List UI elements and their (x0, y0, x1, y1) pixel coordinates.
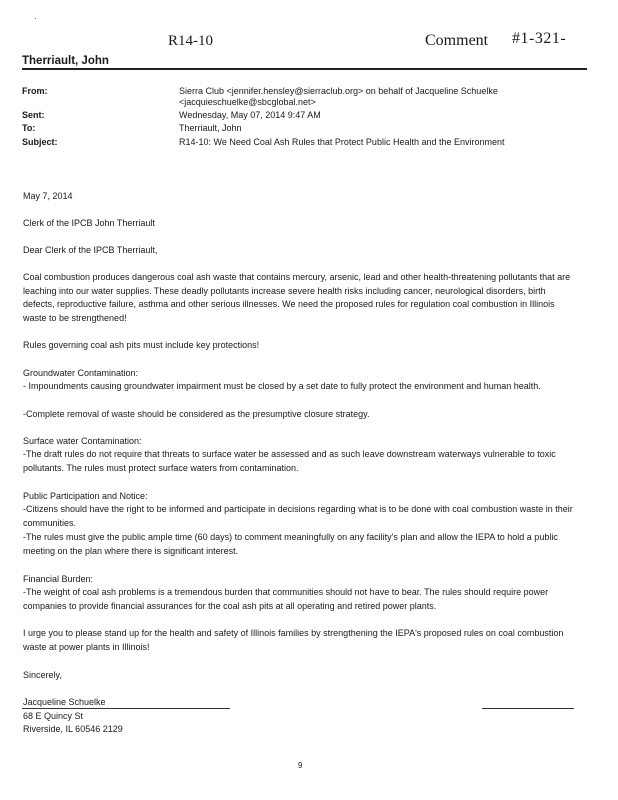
intro-paragraph: Coal combustion produces dangerous coal ash waste that contains mercury, arsenic, lead and other health-threatening pollutants that are leaching into our water supplies. These deadly pollutants increase severe health risks including cancer, neurological disorders, birth defects, reproductive failure, asthma and other serious illnesses. We need the proposed rules for regulation coal combustion in Illinois waste to be strengthened! (23, 272, 571, 323)
from-label: From: (22, 86, 48, 96)
to-value: Therriault, John (179, 123, 242, 133)
signature-rule-left (22, 708, 230, 709)
scan-mark: · (34, 14, 37, 23)
surface-water-item-1: -The draft rules do not require that threats to surface water be assessed and as such leave downstream waterways vulnerable to toxic pollutants. The rules must protect surface waters from contamination. (23, 449, 556, 473)
public-participation-item-2: -The rules must give the public ample time (60 days) to comment meaningfully on any facility's plan and allow the IEPA to hold a public meeting on the plan where there is significant interest. (23, 532, 558, 556)
public-participation-heading: Public Participation and Notice: (23, 491, 148, 501)
letter-signoff: Sincerely, (23, 670, 62, 680)
groundwater-heading: Groundwater Contamination: (23, 368, 139, 378)
financial-burden-item-1: -The weight of coal ash problems is a tremendous burden that communities should not have to bear. The rules should require power companies to provide financial assurances for the coal ash pits at all operating and retired power plants. (23, 587, 549, 611)
sent-label: Sent: (22, 110, 45, 120)
comment-number: #1-321- (512, 30, 567, 47)
to-label: To: (22, 123, 36, 133)
header-divider (22, 68, 587, 70)
financial-burden-heading: Financial Burden: (23, 574, 94, 584)
sender-name: Jacqueline Schuelke (23, 697, 106, 707)
sender-city: Riverside, IL 60546 2129 (23, 724, 123, 734)
from-value: Sierra Club <jennifer.hensley@sierraclub.org> on behalf of Jacqueline Schuelke <jacquieschuelke@sbcglobal.net> (179, 86, 498, 107)
sender-street: 68 E Quincy St (23, 711, 84, 721)
letter-salutation: Dear Clerk of the IPCB Therriault, (23, 245, 158, 255)
letter-date: May 7, 2014 (23, 191, 73, 201)
recipient-name: Therriault, John (22, 55, 109, 67)
subject-label: Subject: (22, 137, 58, 147)
comment-label: Comment (425, 32, 489, 49)
page-number: 9 (298, 761, 303, 770)
groundwater-item-1: - Impoundments causing groundwater impairment must be closed by a set date to fully protect the environment and human health. (23, 381, 541, 391)
sent-value: Wednesday, May 07, 2014 9:47 AM (179, 110, 321, 120)
signature-rule-right (482, 708, 574, 709)
rules-intro: Rules governing coal ash pits must include key protections! (23, 340, 260, 350)
letter-addressee: Clerk of the IPCB John Therriault (23, 218, 155, 228)
subject-value: R14-10: We Need Coal Ash Rules that Protect Public Health and the Environment (179, 137, 505, 147)
docket-number: R14-10 (168, 33, 213, 49)
surface-water-heading: Surface water Contamination: (23, 436, 142, 446)
public-participation-item-1: -Citizens should have the right to be informed and participate in decisions regarding what is to be done with coal combustion waste in their communities. (23, 504, 573, 528)
closing-paragraph: I urge you to please stand up for the health and safety of Illinois families by strengthening the IEPA's proposed rules on coal combustion waste at power plants in Illinois! (23, 628, 564, 652)
groundwater-item-2: -Complete removal of waste should be considered as the presumptive closure strategy. (23, 409, 370, 419)
